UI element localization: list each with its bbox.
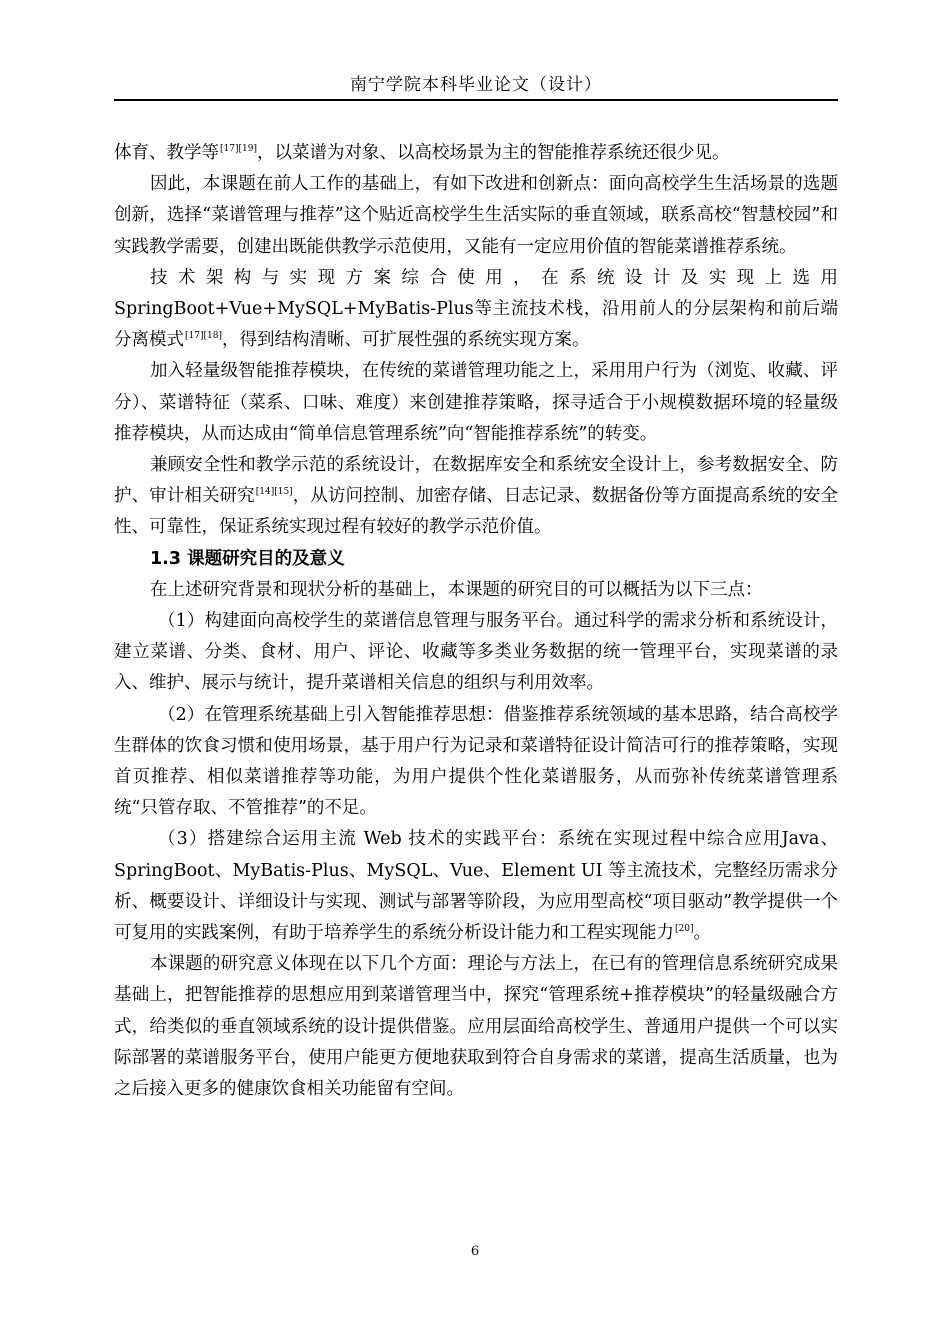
- paragraph-text: ，以菜谱为对象、以高校场景为主的智能推荐系统还很少见。: [256, 143, 730, 163]
- citation-superscript: [20]: [675, 924, 694, 935]
- header-divider: [114, 99, 838, 101]
- citation-superscript: [14][15]: [255, 487, 293, 498]
- page-number: 6: [470, 1244, 480, 1259]
- paragraph-purpose-intro: 在上述研究背景和现状分析的基础上，本课题的研究目的可以概括为以下三点：: [150, 579, 763, 600]
- paragraph-text: 兼顾安全性和教学示范的系统设计，在数据库安全和系统安全设计上，参考数据安全、防护、审计相关研究: [114, 455, 838, 507]
- document-body: [114, 138, 838, 1105]
- list-item-purpose-1: （1）构建面向高校学生的菜谱信息管理与服务平台。通过科学的需求分析和系统设计，建立菜谱、分类、食材、用户、评论、收藏等多类业务数据的统一管理平台，实现菜谱的录入、维护、展示与统计，提升菜谱相关信息的组织与利用效率。: [114, 611, 838, 694]
- paragraph-text: 技术架构与实现方案综合使用，在系统设计及实现上选用SpringBoot+Vue+MySQL+MyBatis-Plus等主流技术栈，沿用前人的分层架构和前后端分离模式: [114, 267, 838, 351]
- list-item-purpose-3: [114, 824, 838, 949]
- citation-superscript: [17][19]: [220, 144, 257, 154]
- paragraph-security-design: [114, 450, 838, 544]
- citation-superscript: [17][18]: [185, 331, 222, 342]
- paragraph-text: 体育、教学等: [114, 143, 219, 163]
- paragraph-tech-architecture: [114, 263, 838, 357]
- section-heading: 1.3 课题研究目的及意义: [150, 548, 345, 569]
- paragraph-text: （3）搭建综合运用主流 Web 技术的实践平台：系统在实现过程中综合应用Java、SpringBoot、MyBatis-Plus、MySQL、Vue、Element UI 等主流技术，完整经历需求分析、概要设计、详细设计与实现、测试与部署等阶段，为应用型高校“项目驱动”教学提供一个可复用的实践案例，有助于培养学生的系统分析设计能力和工程实现能力: [114, 829, 838, 944]
- paragraph-text: 。: [693, 923, 711, 944]
- paragraph-text: ，从访问控制、加密存储、日志记录、数据备份等方面提高系统的安全性、可靠性，保证系统实现过程有较好的教学示范价值。: [114, 486, 839, 538]
- paragraph-recommendation-module: 加入轻量级智能推荐模块，在传统的菜谱管理功能之上，采用用户行为（浏览、收藏、评分）、菜谱特征（菜系、口味、难度）来创建推荐策略，探寻适合于小规模数据环境的轻量级推荐模块，从而达成由“简单信息管理系统”向“智能推荐系统”的转变。: [114, 361, 838, 444]
- paragraph-continuation: [114, 138, 838, 169]
- paragraph-innovation-intro: 因此，本课题在前人工作的基础上，有如下改进和创新点：面向高校学生生活场景的选题创新，选择“菜谱管理与推荐”这个贴近高校学生生活实际的垂直领域，联系高校“智慧校园”和实践教学需要，创建出既能供教学示范使用，又能有一定应用价值的智能菜谱推荐系统。: [114, 174, 838, 257]
- list-item-purpose-2: （2）在管理系统基础上引入智能推荐思想：借鉴推荐系统领域的基本思路，结合高校学生群体的饮食习惯和使用场景，基于用户行为记录和菜谱特征设计简洁可行的推荐策略，实现首页推荐、相似菜谱推荐等功能，为用户提供个性化菜谱服务，从而弥补传统菜谱管理系统“只管存取、不管推荐”的不足。: [114, 704, 838, 819]
- paragraph-significance: 本课题的研究意义体现在以下几个方面：理论与方法上，在已有的管理信息系统研究成果基础上，把智能推荐的思想应用到菜谱管理当中，探究“管理系统+推荐模块”的轻量级融合方式，给类似的垂直领域系统的设计提供借鉴。应用层面给高校学生、普通用户提供一个可以实际部署的菜谱服务平台，使用户能更方便地获取到符合自身需求的菜谱，提高生活质量，也为之后接入更多的健康饮食相关功能留有空间。: [114, 954, 838, 1100]
- page-header-title: 南宁学院本科毕业论文（设计）: [350, 75, 602, 95]
- paragraph-text: ，得到结构清晰、可扩展性强的系统实现方案。: [221, 330, 590, 351]
